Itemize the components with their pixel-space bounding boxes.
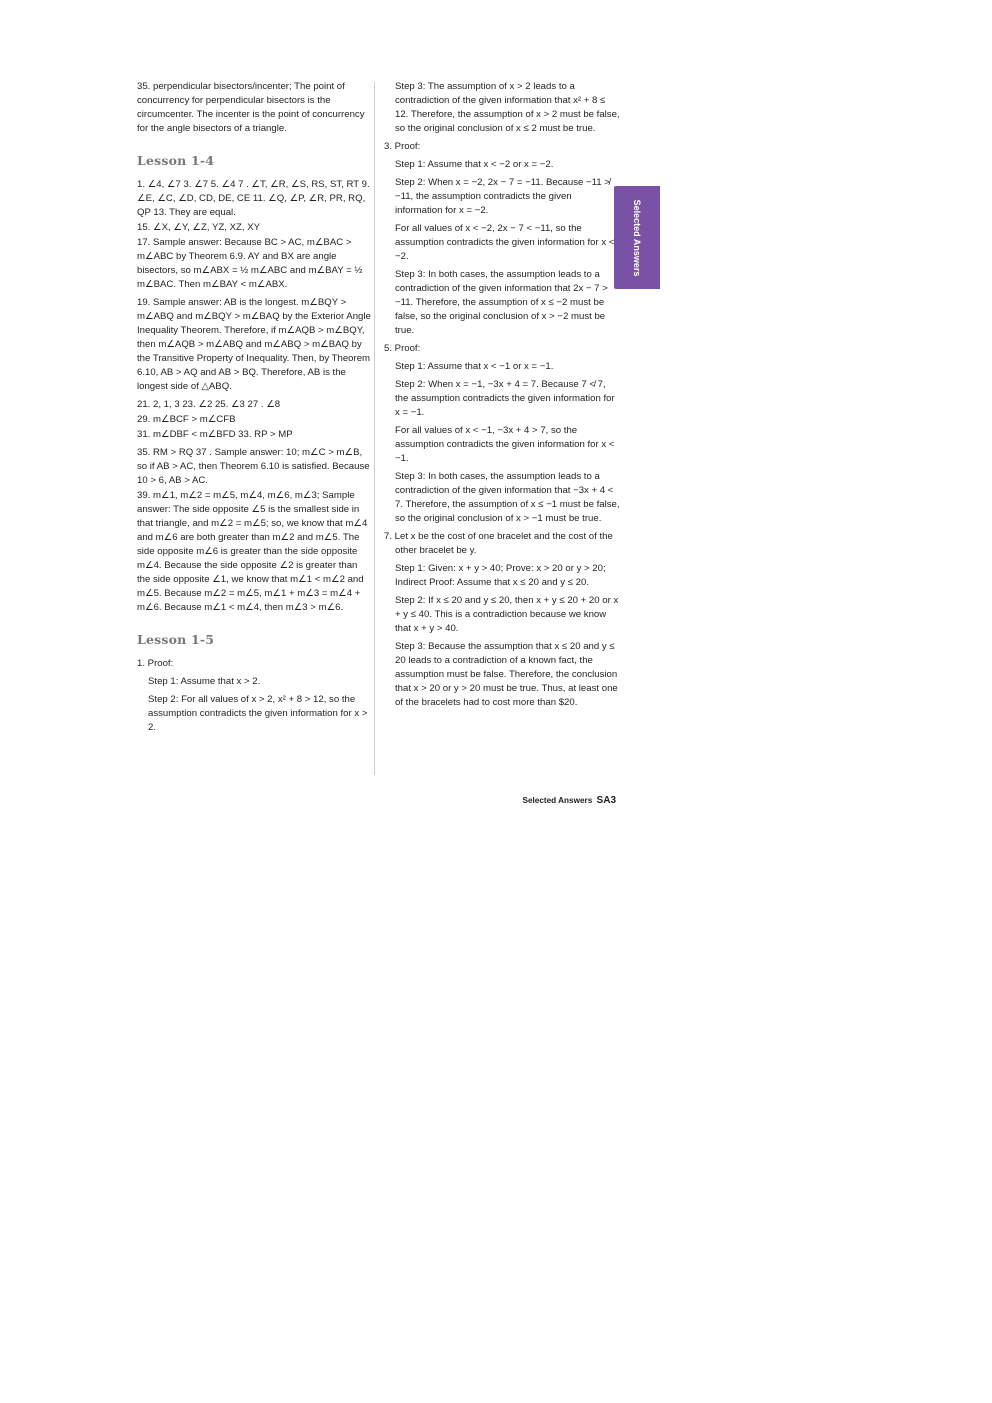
right-column: [384, 80, 620, 714]
answer-7-step-3: Step 3: Because the assumption that x ≤ 20 and y ≤ 20 leads to a contradiction of a known fact, the assumption must be false. Therefore, the conclusion that x > 20 or y > 20 must be true. Thus, at least one of the bracelets had to cost more than $20.: [395, 641, 618, 708]
answer-3-step-2: Step 2: When x = −2, 2x − 7 = −11. Because −11 ≯ −11, the assumption contradicts the given information for x = −2.: [395, 177, 610, 216]
answer-1-step-2: Step 2: For all values of x > 2, x² + 8 > 12, so the assumption contradicts the given information for x > 2.: [148, 694, 368, 733]
answers-1-13: 1. ∠4, ∠7 3. ∠7 5. ∠4 7 . ∠T, ∠R, ∠S, RS, ST, RT 9. ∠E, ∠C, ∠D, CD, DE, CE 11. ∠Q, ∠P, ∠R, PR, RQ, QP 13. They are equal.: [137, 179, 370, 218]
answers-31-33: 31. m∠DBF < m∠BFD 33. RP > MP: [137, 429, 293, 440]
page-footer: [522, 794, 616, 808]
answer-3-step-2-cont: For all values of x < −2, 2x − 7 < −11, so the assumption contradicts the given information for x < −2.: [395, 223, 615, 262]
side-tab-label: Selected Answers: [632, 199, 642, 276]
page-number: SA3: [596, 795, 616, 806]
answer-5-step-2-cont: For all values of x < −1, −3x + 4 > 7, so the assumption contradicts the given information for x < −1.: [395, 425, 615, 464]
answer-1-step-1: Step 1: Assume that x > 2.: [148, 676, 261, 687]
answer-17: 17. Sample answer: Because BC > AC, m∠BAC > m∠ABC by Theorem 6.9. AY and BX are angle bisectors, so m∠ABX = ½ m∠ABC and m∠BAY = ½ m∠BAC. Then m∠BAY < m∠ABX.: [137, 237, 363, 290]
answer-5-step-1: Step 1: Assume that x < −1 or x = −1.: [395, 361, 554, 372]
column-divider: [374, 82, 375, 775]
left-column: [137, 80, 373, 739]
answer-15: 15. ∠X, ∠Y, ∠Z, YZ, XZ, XY: [137, 222, 261, 233]
answer-7-step-2: Step 2: If x ≤ 20 and y ≤ 20, then x + y ≤ 20 + 20 or x + y ≤ 40. This is a contradiction because we know that x + y > 40.: [395, 595, 619, 634]
answer-1-proof: 1. Proof:: [137, 658, 174, 669]
answer-3-step-1: Step 1: Assume that x < −2 or x = −2.: [395, 159, 554, 170]
answer-5-step-3: Step 3: In both cases, the assumption leads to a contradiction of the given information that −3x + 4 < 7. Therefore, the assumption of x ≤ −1 must be false, so the original conclusion of x > −1 must be true.: [395, 471, 620, 524]
answer-39: 39. m∠1, m∠2 = m∠5, m∠4, m∠6, m∠3; Sample answer: The side opposite ∠5 is the smallest side in that triangle, and m∠2 = m∠5; so, we know that m∠4 and m∠6 are both greater than m∠2 and m∠5. The side opposite m∠6 is greater than the side opposite m∠4. Because the side opposite ∠2 is greater than the side opposite ∠1, we know that m∠1 < m∠2 and m∠5. Because m∠2 = m∠5, m∠1 + m∠3 = m∠4 + m∠6. Because m∠1 < m∠4, then m∠3 > m∠6.: [137, 490, 368, 613]
answer-7-step-1: Step 1: Given: x + y > 40; Prove: x > 20 or y > 20; Indirect Proof: Assume that x ≤ 20 and y ≤ 20.: [395, 563, 606, 588]
answer-7-intro: 7. Let x be the cost of one bracelet and the cost of the other bracelet be y.: [384, 531, 613, 556]
answer-1-step-3: Step 3: The assumption of x > 2 leads to a contradiction of the given information that x² + 8 ≤ 12. Therefore, the assumption of x > 2 must be false, so the original conclusion of x ≤ 2 must be true.: [395, 81, 620, 134]
answer-19: 19. Sample answer: AB is the longest. m∠BQY > m∠ABQ and m∠BQY > m∠BAQ by the Exterior Angle Inequality Theorem. Therefore, if m∠AQB > m∠BQY, then m∠AQB > m∠ABQ and m∠ABQ > m∠BAQ by the Transitive Property of Inequality. Then, by Theorem 6.10, AB > AQ and AB > BQ. Therefore, AB is the longest side of △ABQ.: [137, 297, 371, 392]
footer-label: Selected Answers: [522, 796, 593, 805]
answer-29: 29. m∠BCF > m∠CFB: [137, 414, 236, 425]
answer-3-proof: 3. Proof:: [384, 141, 421, 152]
selected-answers-tab: [614, 186, 660, 289]
answer-5-step-2: Step 2: When x = −1, −3x + 4 = 7. Because 7 ≮ 7, the assumption contradicts the given information for x = −1.: [395, 379, 615, 418]
lesson-1-4-heading: Lesson 1-4: [137, 153, 215, 168]
lesson-1-5-heading: Lesson 1-5: [137, 632, 215, 647]
answers-21-27: 21. 2, 1, 3 23. ∠2 25. ∠3 27 . ∠8: [137, 399, 281, 410]
answers-35-37: 35. RM > RQ 37 . Sample answer: 10; m∠C > m∠B, so if AB > AC, then Theorem 6.10 is satisfied. Because 10 > 6, AB > AC.: [137, 447, 370, 486]
answer-35: 35. perpendicular bisectors/incenter; The point of concurrency for perpendicular bisectors is the circumcenter. The incenter is the point of concurrency for the angle bisectors of a triangle.: [137, 81, 365, 134]
answer-5-proof: 5. Proof:: [384, 343, 421, 354]
answer-3-step-3: Step 3: In both cases, the assumption leads to a contradiction of the given information that 2x − 7 > −11. Therefore, the assumption of x ≤ −2 must be false, so the original conclusion of x > −2 must be true.: [395, 269, 608, 336]
